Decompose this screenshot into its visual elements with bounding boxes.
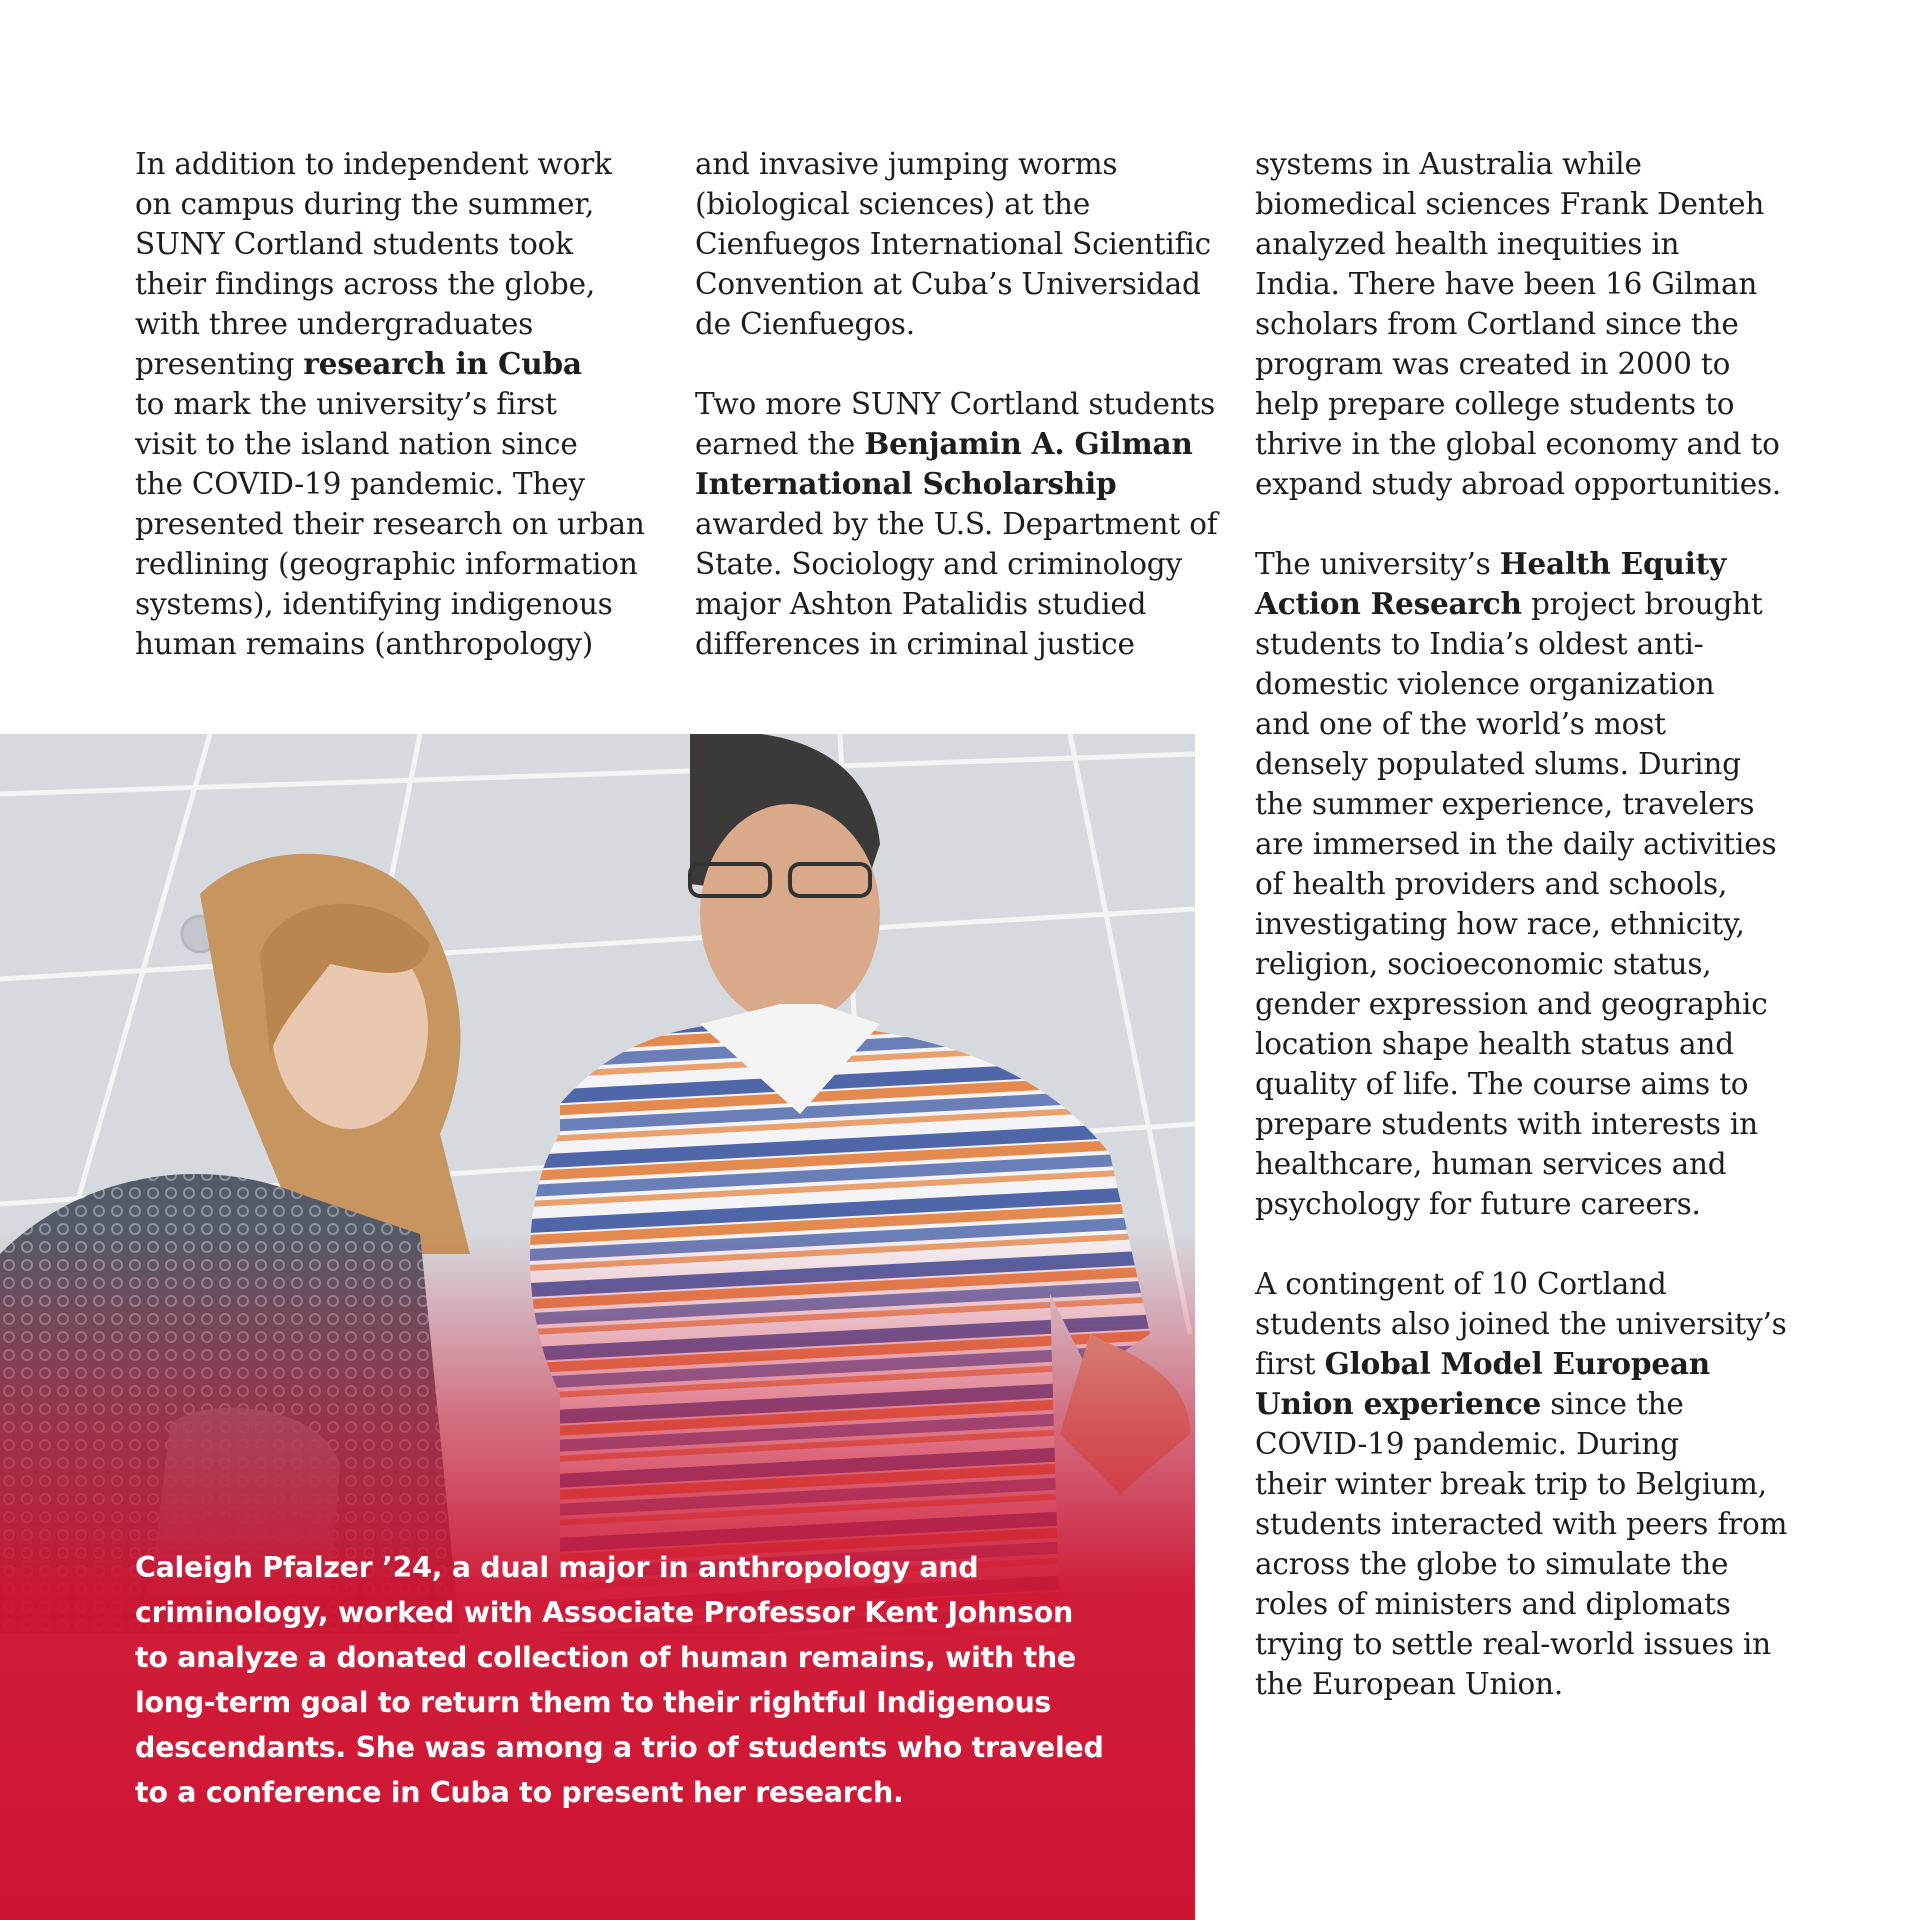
text-span: since the <box>1541 1387 1684 1421</box>
paragraph <box>695 384 1218 664</box>
text-line: of health providers and schools, <box>1255 867 1728 901</box>
text-line: A contingent of 10 Cortland <box>1255 1267 1667 1301</box>
text-line: prepare students with interests in <box>1255 1107 1758 1141</box>
paragraph <box>695 144 1211 344</box>
bold-highlight: Union experience <box>1255 1386 1542 1421</box>
text-line: Convention at Cuba’s Universidad <box>695 267 1201 301</box>
text-line: healthcare, human services and <box>1255 1147 1727 1181</box>
text-line: de Cienfuegos. <box>695 307 915 341</box>
text-line: awarded by the U.S. Department of <box>695 507 1218 541</box>
text-line: religion, socioeconomic status, <box>1255 947 1712 981</box>
text-line: human remains (anthropology) <box>135 627 594 661</box>
text-line: gender expression and geographic <box>1255 987 1768 1021</box>
text-line: (biological sciences) at the <box>695 187 1091 221</box>
text-line: the European Union. <box>1255 1667 1564 1701</box>
text-line: domestic violence organization <box>1255 667 1715 701</box>
text-line: major Ashton Patalidis studied <box>695 587 1147 621</box>
text-line: densely populated slums. During <box>1255 747 1741 781</box>
text-line: to mark the university’s first <box>135 387 557 421</box>
text-line <box>1255 1344 1785 1384</box>
text-line: State. Sociology and criminology <box>695 547 1182 581</box>
bold-highlight: research in Cuba <box>303 346 582 381</box>
text-line: redlining (geographic information <box>135 547 638 581</box>
text-line: systems in Australia while <box>1255 147 1642 181</box>
text-line: In addition to independent work <box>135 147 612 181</box>
bold-highlight: Action Research <box>1255 586 1522 621</box>
text-line: expand study abroad opportunities. <box>1255 467 1782 501</box>
text-line <box>1255 584 1785 624</box>
text-line: investigating how race, ethnicity, <box>1255 907 1745 941</box>
text-line: biomedical sciences Frank Denteh <box>1255 187 1765 221</box>
text-span: project brought <box>1521 587 1763 621</box>
text-line: roles of ministers and diplomats <box>1255 1587 1731 1621</box>
text-line: on campus during the summer, <box>135 187 595 221</box>
text-line: presented their research on urban <box>135 507 645 541</box>
text-line: with three undergraduates <box>135 307 534 341</box>
caption-line: criminology, worked with Associate Professor Kent Johnson <box>135 1596 1073 1629</box>
text-line: across the globe to simulate the <box>1255 1547 1729 1581</box>
text-line: their findings across the globe, <box>135 267 596 301</box>
text-line <box>695 424 1195 464</box>
bold-highlight: Benjamin A. Gilman <box>864 426 1193 461</box>
text-line: trying to settle real-world issues in <box>1255 1627 1771 1661</box>
text-line: are immersed in the daily activities <box>1255 827 1777 861</box>
caption-line: to a conference in Cuba to present her research. <box>135 1776 904 1809</box>
text-line <box>1255 544 1785 584</box>
text-span: presenting <box>135 347 304 381</box>
text-line: their winter break trip to Belgium, <box>1255 1467 1767 1501</box>
text-line: Cienfuegos International Scientific <box>695 227 1211 261</box>
text-line: SUNY Cortland students took <box>135 227 573 261</box>
text-line: differences in criminal justice <box>695 627 1135 661</box>
article-column-1 <box>135 144 645 664</box>
text-line: Two more SUNY Cortland students <box>695 387 1216 421</box>
text-line: program was created in 2000 to <box>1255 347 1731 381</box>
text-line: psychology for future careers. <box>1255 1187 1701 1221</box>
paragraph <box>1255 1264 1788 1704</box>
text-span: The university’s <box>1255 547 1500 581</box>
text-line: India. There have been 16 Gilman <box>1255 267 1758 301</box>
text-line: the COVID-19 pandemic. They <box>135 467 585 501</box>
text-line: students interacted with peers from <box>1255 1507 1788 1541</box>
photo-caption <box>135 1545 1135 1815</box>
caption-line: to analyze a donated collection of human remains, with the <box>135 1641 1076 1674</box>
text-line: analyzed health inequities in <box>1255 227 1680 261</box>
article-column-3 <box>1255 144 1788 1704</box>
text-line: and one of the world’s most <box>1255 707 1666 741</box>
text-line: thrive in the global economy and to <box>1255 427 1780 461</box>
text-span: earned the <box>695 427 865 461</box>
text-line <box>695 464 1195 504</box>
text-line: students also joined the university’s <box>1255 1307 1787 1341</box>
caption-line: long-term goal to return them to their rightful Indigenous <box>135 1686 1052 1719</box>
caption-line: Caleigh Pfalzer ’24, a dual major in anthropology and <box>135 1551 979 1584</box>
text-line: scholars from Cortland since the <box>1255 307 1739 341</box>
paragraph <box>135 144 645 664</box>
text-line: visit to the island nation since <box>135 427 578 461</box>
text-line: students to India’s oldest anti- <box>1255 627 1704 661</box>
bold-highlight: Global Model European <box>1324 1346 1711 1381</box>
caption-line: descendants. She was among a trio of students who traveled <box>135 1731 1104 1764</box>
text-line <box>1255 1384 1785 1424</box>
text-line: location shape health status and <box>1255 1027 1734 1061</box>
text-line: quality of life. The course aims to <box>1255 1067 1749 1101</box>
text-line <box>135 344 635 384</box>
text-line: help prepare college students to <box>1255 387 1735 421</box>
bold-highlight: International Scholarship <box>695 466 1117 501</box>
text-line: COVID-19 pandemic. During <box>1255 1427 1679 1461</box>
paragraph <box>1255 544 1785 1224</box>
text-span: first <box>1255 1347 1325 1381</box>
text-line: systems), identifying indigenous <box>135 587 613 621</box>
article-column-2 <box>695 144 1218 664</box>
bold-highlight: Health Equity <box>1499 546 1727 581</box>
text-line: and invasive jumping worms <box>695 147 1118 181</box>
paragraph <box>1255 144 1785 504</box>
text-line: the summer experience, travelers <box>1255 787 1755 821</box>
